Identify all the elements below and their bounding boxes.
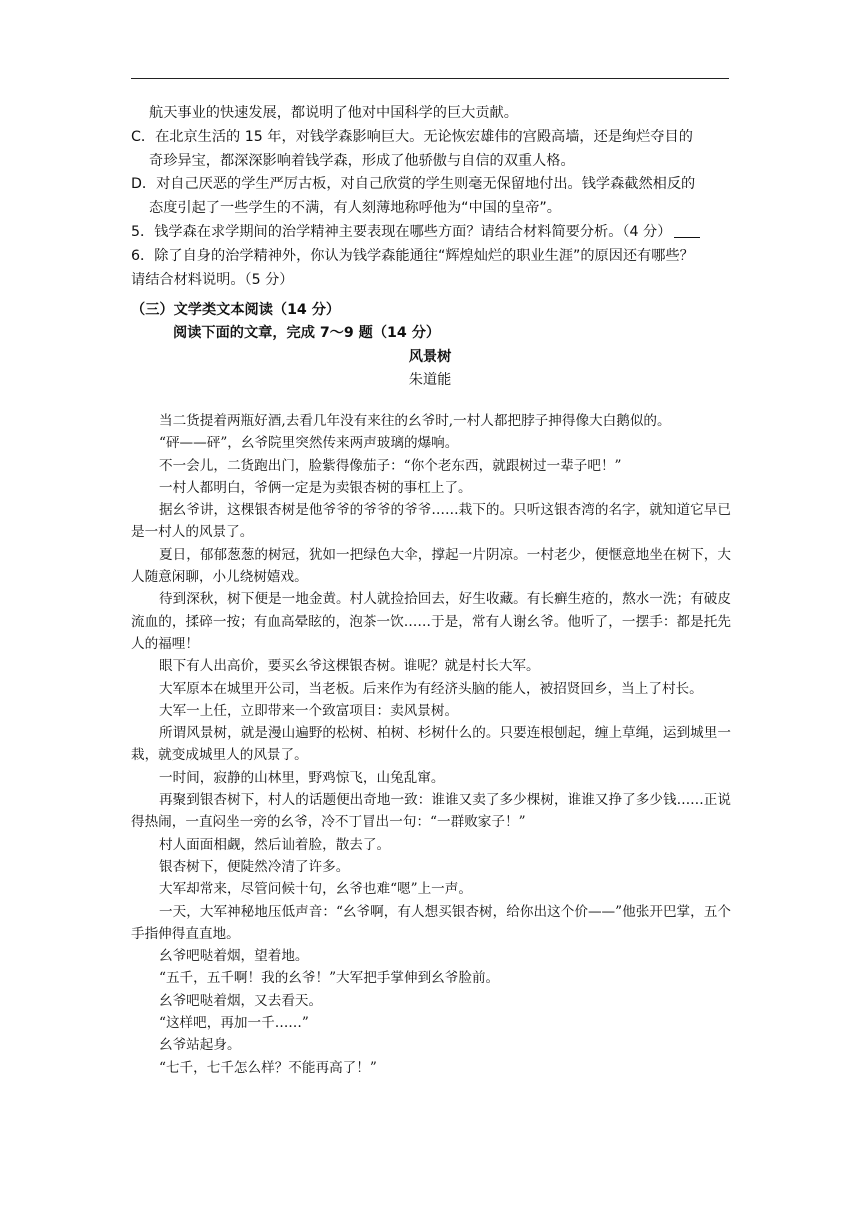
paragraph: 当二货提着两瓶好酒,去看几年没有来往的幺爷时,一村人都把脖子抻得像大白鹅似的。 [159,413,671,429]
paragraph: “五千，五千啊！我的幺爷！”大军把手掌伸到幺爷脸前。 [159,970,500,987]
question-5: 5．钱学森在求学期间的治学精神主要表现在哪些方面？请结合材料简要分析。（4 分） [131,223,672,240]
story-author: 朱道能 [408,372,452,388]
option-c-line2: 奇珍异宝，都深深影响着钱学森，形成了他骄傲与自信的双重人格。 [149,152,575,169]
option-b-continuation: 航天事业的快速发展，都说明了他对中国科学的巨大贡献。 [149,105,518,121]
option-d-line1: D．对自己厌恶的学生严厉古板，对自己欣赏的学生则毫无保留地付出。钱学森截然相反的 [131,176,696,193]
paragraph: “七千，七千怎么样？不能再高了！” [159,1059,377,1076]
paragraph: 夏日，郁郁葱葱的树冠，犹如一把绿色大伞，撑起一片阴凉。一村老少，便惬意地坐在树下，大人随意闲聊，小儿绕树嬉戏。 [131,546,731,586]
paragraph: 大军原本在城里开公司，当老板。后来作为有经济头脑的能人，被招贤回乡，当上了村长。 [159,680,703,697]
paragraph: 所谓风景树，就是漫山遍野的松树、柏树、杉树什么的。只要连根刨起，缠上草绳，运到城里一栽，就变成城里人的风景了。 [131,725,731,764]
question-6-line1: 6．除了自身的治学精神外，你认为钱学森能通往“辉煌灿烂的职业生涯”的原因还有哪些？ [131,247,694,264]
section-heading: （三）文学类文本阅读（14 分） [131,302,341,318]
paragraph: 幺爷站起身。 [159,1037,241,1054]
question-6-line2: 请结合材料说明。（5 分） [131,271,294,288]
question-5-row [131,221,731,245]
question-block [131,102,731,292]
option-d-line2: 态度引起了一些学生的不满，有人刻薄地称呼他为“中国的皇帝”。 [149,200,561,217]
paragraph: 不一会儿，二货跑出门，脸紫得像茄子：“你个老东西，就跟树过一辈子吧！” [159,457,622,474]
story-title: 风景树 [408,349,452,365]
paragraph: “砰——砰”，幺爷院里突然传来两声玻璃的爆响。 [159,435,459,452]
paragraph: 一村人都明白，爷俩一定是为卖银杏树的事杠上了。 [159,479,472,496]
paragraph: 银杏树下，便陡然冷清了许多。 [159,858,350,875]
paragraph: 大军却常来，尽管问候十句，幺爷也难“嗯”上一声。 [159,881,472,898]
paragraph: 大军一上任，立即带来一个致富项目：卖风景树。 [159,702,459,719]
paragraph: 村人面面相觑，然后讪着脸，散去了。 [159,836,391,853]
section-instruction: 阅读下面的文章，完成 7～9 题（14 分） [173,325,441,341]
paragraph: “这样吧，再加一千……” [159,1015,309,1032]
story-body [131,410,731,1079]
paragraph: 一时间，寂静的山林里，野鸡惊飞，山兔乱窜。 [159,769,445,786]
paragraph: 待到深秋，树下便是一地金黄。村人就捡拾回去，好生收藏。有长癣生疮的，熬水一洗；有破皮流血的，揉碎一按；有血高晕眩的，泡茶一饮……于是，常有人谢幺爷。他听了，一摆手：都是托先人的福哩！ [131,591,731,652]
paragraph: 据幺爷讲，这棵银杏树是他爷爷的爷爷的爷爷……栽下的。只听这银杏湾的名字，就知道它早已是一村人的风景了。 [131,502,731,541]
answer-blank [674,221,700,238]
paragraph: 幺爷吧哒着烟，望着地。 [159,948,309,965]
paragraph: 一天，大军神秘地压低声音：“幺爷啊，有人想买银杏树，给你出这个价——”他张开巴掌，五个手指伸得直直地。 [131,903,731,942]
option-c-line1: C．在北京生活的 15 年，对钱学森影响巨大。无论恢宏雄伟的宫殿高墙，还是绚烂夺目的 [131,128,693,145]
header-rule [131,78,729,79]
paragraph: 幺爷吧哒着烟，又去看天。 [159,992,323,1009]
paragraph: 眼下有人出高价，要买幺爷这棵银杏树。谁呢？就是村长大军。 [159,658,540,675]
paragraph: 再聚到银杏树下，村人的话题便出奇地一致：谁谁又卖了多少棵树，谁谁又挣了多少钱……正说得热闹，一直闷坐一旁的幺爷，冷不丁冒出一句：“一群败家子！” [131,792,731,831]
